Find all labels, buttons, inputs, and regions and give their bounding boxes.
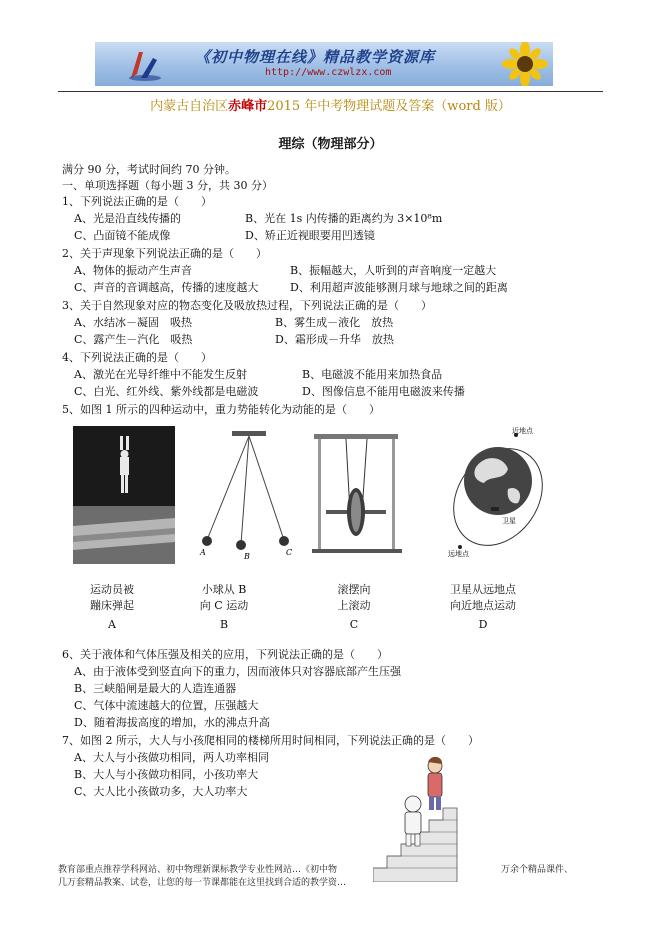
footer-line-1-right: 万余个精品课件、: [501, 865, 574, 875]
pendulum-label-a: A: [200, 548, 206, 557]
caption-a-line2: 蹦床弹起: [90, 599, 134, 612]
orbit-label-far: 近地点: [512, 427, 533, 435]
caption-b: [174, 582, 274, 633]
q2-option-b: B、振幅越大，人听到的声音响度一定越大: [290, 264, 497, 277]
q2-option-c: C、声音的音调越高，传播的速度越大: [74, 281, 259, 294]
q1-option-c: C、凸面镜不能成像: [74, 229, 171, 242]
q4-option-b: B、电磁波不能用来加热食品: [302, 368, 443, 381]
q5-stem: 5、如图 1 所示的四种运动中，重力势能转化为动能的是（ ）: [62, 403, 380, 416]
q1-option-a: A、光是沿直线传播的: [74, 212, 181, 225]
q3-option-c: C、露产生－汽化 吸热: [74, 333, 193, 346]
q2-option-d: D、利用超声波能够测月球与地球之间的距离: [290, 281, 508, 294]
q1-option-b: B、光在 1s 内传播的距离约为 3×10⁸m: [245, 212, 443, 225]
figure-stairs: [373, 752, 498, 882]
q4-option-c: C、白光、红外线、紫外线都是电磁波: [74, 385, 259, 398]
banner-url: http://www.czwlzx.com: [265, 67, 392, 78]
caption-c-line1: 滚摆向: [337, 583, 371, 596]
pendulum-label-b: B: [244, 552, 250, 561]
part-one-heading: 一、单项选择题（每小题 3 分，共 30 分）: [62, 179, 273, 192]
q4-stem: 4、下列说法正确的是（ ）: [62, 351, 212, 364]
figure-satellite-orbit: [446, 423, 556, 563]
figure-pendulum: [192, 428, 302, 563]
caption-d-line2: 向近地点运动: [450, 599, 516, 612]
caption-c: [304, 582, 404, 633]
caption-a-letter: A: [108, 618, 116, 631]
caption-a-line1: 运动员被: [90, 583, 134, 596]
footer-line-1: 教育部重点推荐学科网站、初中物理新课标教学专业性网站…《初中物: [58, 865, 338, 875]
q7-stem: 7、如图 2 所示，大人与小孩爬相同的楼梯所用时间相同，下列说法正确的是（ ）: [62, 734, 479, 747]
caption-d-line1: 卫星从远地点: [450, 583, 516, 596]
q1-option-d: D、矫正近视眼要用凹透镜: [245, 229, 375, 242]
q6-option-a: A、由于液体受到竖直向下的重力，因而液体只对容器底部产生压强: [74, 665, 401, 678]
site-logo-icon: [123, 44, 163, 84]
q3-option-a: A、水结冰－凝固 吸热: [74, 316, 192, 329]
q7-option-c: C、大人比小孩做功多，大人功率大: [74, 785, 248, 798]
q6-option-c: C、气体中流速越大的位置，压强越大: [74, 699, 259, 712]
caption-b-letter: B: [219, 618, 229, 631]
exam-intro: 满分 90 分，考试时间约 70 分钟。: [62, 163, 236, 176]
document-title: [0, 95, 661, 114]
caption-c-line2: 上滚动: [337, 599, 371, 612]
banner-title: 《初中物理在线》精品教学资源库: [195, 48, 436, 66]
orbit-label-near: 远地点: [448, 550, 469, 558]
section-title: 理综（物理部分）: [278, 137, 383, 152]
q7-option-b: B、大人与小孩做功相同，小孩功率大: [74, 768, 259, 781]
q1-stem: 1、下列说法正确的是（ ）: [62, 195, 212, 208]
figure-maxwell-wheel: [312, 428, 402, 563]
caption-d: [433, 582, 533, 633]
orbit-label-satellite: 卫星: [502, 517, 516, 525]
child-icon: [405, 796, 421, 846]
q2-stem: 2、关于声现象下列说法正确的是（ ）: [62, 247, 267, 260]
q6-option-b: B、三峡船闸是最大的人造连通器: [74, 682, 237, 695]
caption-a: [62, 582, 162, 633]
q7-option-a: A、大人与小孩做功相同，两人功率相同: [74, 751, 269, 764]
header-banner: [95, 42, 553, 86]
q3-option-b: B、雾生成－液化 放热: [275, 316, 394, 329]
header-divider: [58, 91, 603, 92]
page-footer: [58, 864, 618, 890]
q2-option-a: A、物体的振动产生声音: [74, 264, 192, 277]
caption-d-letter: D: [478, 618, 488, 631]
adult-icon: [428, 757, 442, 810]
caption-c-letter: C: [349, 618, 359, 631]
title-region: 内蒙古自治区: [150, 99, 229, 114]
q4-option-a: A、激光在光导纤维中不能发生反射: [74, 368, 247, 381]
figure-trampoline: [73, 426, 175, 564]
q6-stem: 6、关于液体和气体压强及相关的应用，下列说法正确的是（ ）: [62, 648, 388, 661]
pendulum-label-c: C: [286, 548, 293, 557]
q3-option-d: D、霜形成－升华 放热: [275, 333, 394, 346]
q3-stem: 3、关于自然现象对应的物态变化及吸放热过程，下列说法正确的是（ ）: [62, 299, 432, 312]
caption-b-line2: 向 C 运动: [199, 599, 249, 612]
q4-option-d: D、图像信息不能用电磁波来传播: [302, 385, 465, 398]
q6-option-d: D、随着海拔高度的增加，水的沸点升高: [74, 716, 270, 729]
caption-b-line1: 小球从 B: [201, 583, 247, 596]
title-rest: 2015 年中考物理试题及答案（word 版）: [267, 99, 511, 114]
footer-line-2: 几万套精品教案、试卷，让您的每一节课都能在这里找到合适的教学资…: [58, 878, 347, 888]
title-city: 赤峰市: [228, 99, 268, 114]
sunflower-icon: [495, 42, 553, 86]
